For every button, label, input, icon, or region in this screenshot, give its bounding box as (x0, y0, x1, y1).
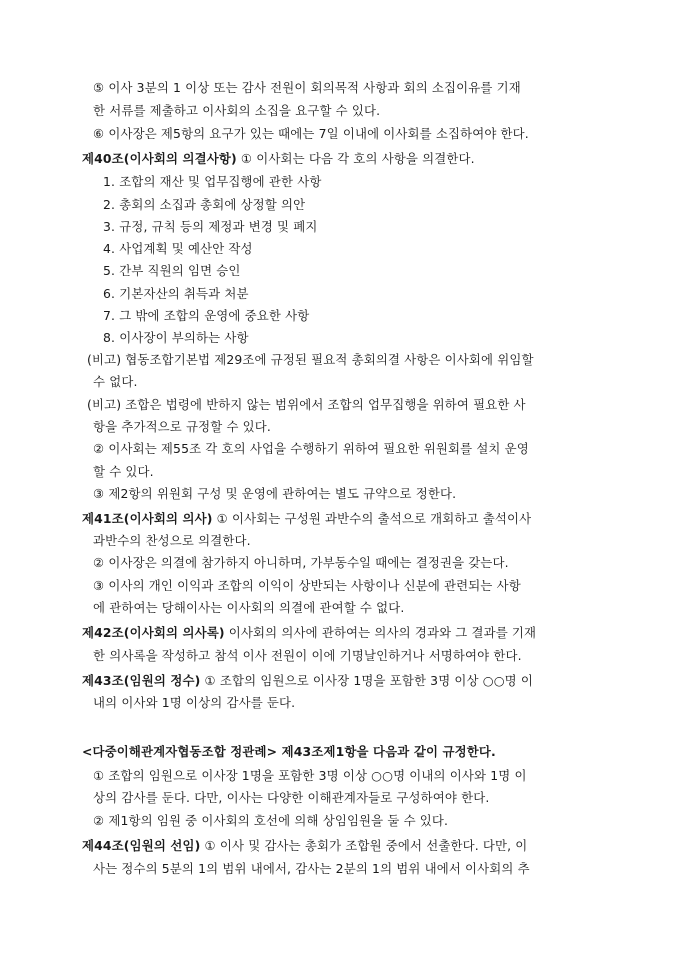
art41-para3-line2: 에 관하여는 당해이사는 이사회의 의결에 관여할 수 없다. (93, 600, 405, 615)
art40-item-1: 1. 조합의 재산 및 업무집행에 관한 사항 (103, 174, 322, 189)
art41-heading: 제41조(이사회의 의사) (82, 511, 213, 526)
art40-para2-line2: 할 수 있다. (93, 464, 154, 479)
art40-heading: 제40조(이사회의 의결사항) (82, 151, 237, 166)
art40-note1-line1: (비고) 협동조합기본법 제29조에 규정된 필요적 총회의결 사항은 이사회에 위임할 (87, 352, 534, 367)
art43-line2: 내의 이사와 1명 이상의 감사를 둔다. (93, 695, 296, 710)
art44-heading: 제44조(임원의 선임) (82, 838, 201, 853)
art42-line1: 이사회의 의사에 관하여는 의사의 경과와 그 결과를 기재 (224, 625, 537, 640)
art40-item-8: 8. 이사장이 부의하는 사항 (103, 330, 249, 345)
art40-item-7: 7. 그 밖에 조합의 운영에 중요한 사항 (103, 308, 310, 323)
art40-item-2: 2. 총회의 소집과 총회에 상정할 의안 (103, 197, 306, 212)
art40-line (82, 151, 475, 167)
art43-line (82, 673, 533, 689)
art40-para2-line1: ② 이사회는 제55조 각 호의 사업을 수행하기 위하여 필요한 위원회를 설치 운영 (93, 441, 529, 456)
art41-para2: ② 이사장은 의결에 참가하지 아니하며, 가부동수일 때에는 결정권을 갖는다. (93, 555, 509, 570)
art42-line2: 한 의사록을 작성하고 참석 이사 전원이 이에 기명날인하거나 서명하여야 한다. (93, 648, 522, 663)
art43-heading: 제43조(임원의 정수) (82, 673, 201, 688)
art40-note2-line2: 항을 추가적으로 규정할 수 있다. (93, 419, 271, 434)
art42-heading: 제42조(이사회의 의사록) (82, 625, 225, 640)
art42-line (82, 625, 536, 641)
art44-line2: 사는 정수의 5분의 1의 범위 내에서, 감사는 2분의 1의 범위 내에서 이사회의 추 (93, 861, 530, 876)
art39-para6: ⑥ 이사장은 제5항의 요구가 있는 때에는 7일 이내에 이사회를 소집하여야 한다. (93, 126, 529, 141)
art43-line1: ① 조합의 임원으로 이사장 1명을 포함한 3명 이상 ○○명 이 (200, 673, 533, 688)
art40-item-6: 6. 기본자산의 취득과 처분 (103, 286, 249, 301)
art39-para5-line1: ⑤ 이사 3분의 1 이상 또는 감사 전원이 회의목적 사항과 회의 소집이유를 기재 (93, 80, 521, 95)
art40-item-4: 4. 사업계획 및 예산안 작성 (103, 241, 253, 256)
art40-intro: ① 이사회는 다음 각 호의 사항을 의결한다. (236, 151, 475, 166)
art40-note2-line1: (비고) 조합은 법령에 반하지 않는 범위에서 조합의 업무집행을 위하여 필요한 사 (87, 397, 526, 412)
alt43-para1-line2: 상의 감사를 둔다. 다만, 이사는 다양한 이해관계자들로 구성하여야 한다. (93, 790, 490, 805)
art44-line (82, 838, 527, 854)
art41-para3-line1: ③ 이사의 개인 이익과 조합의 이익이 상반되는 사항이나 신분에 관련되는 사항 (93, 578, 521, 593)
art40-item-5: 5. 간부 직원의 임면 승인 (103, 263, 241, 278)
art40-item-3: 3. 규정, 규칙 등의 제정과 변경 및 폐지 (103, 219, 318, 234)
art40-para3: ③ 제2항의 위원회 구성 및 운영에 관하여는 별도 규약으로 정한다. (93, 486, 457, 501)
alt43-para1-line1: ① 조합의 임원으로 이사장 1명을 포함한 3명 이상 ○○명 이내의 이사와 1명 이 (93, 768, 527, 783)
art41-para1-line2: 과반수의 찬성으로 의결한다. (93, 533, 251, 548)
art39-para5-line2: 한 서류를 제출하고 이사회의 소집을 요구할 수 있다. (93, 103, 381, 118)
alt43-para2: ② 제1항의 임원 중 이사회의 호선에 의해 상임임원을 둘 수 있다. (93, 813, 449, 828)
art41-line (82, 511, 531, 527)
art40-note1-line2: 수 없다. (93, 374, 138, 389)
art41-para1-line1: ① 이사회는 구성원 과반수의 출석으로 개회하고 출석이사 (212, 511, 532, 526)
art44-line1: ① 이사 및 감사는 총회가 조합원 중에서 선출한다. 다만, 이 (200, 838, 528, 853)
alt43-heading: <다중이해관계자협동조합 정관례> 제43조제1항을 다음과 같이 규정한다. (82, 744, 496, 759)
